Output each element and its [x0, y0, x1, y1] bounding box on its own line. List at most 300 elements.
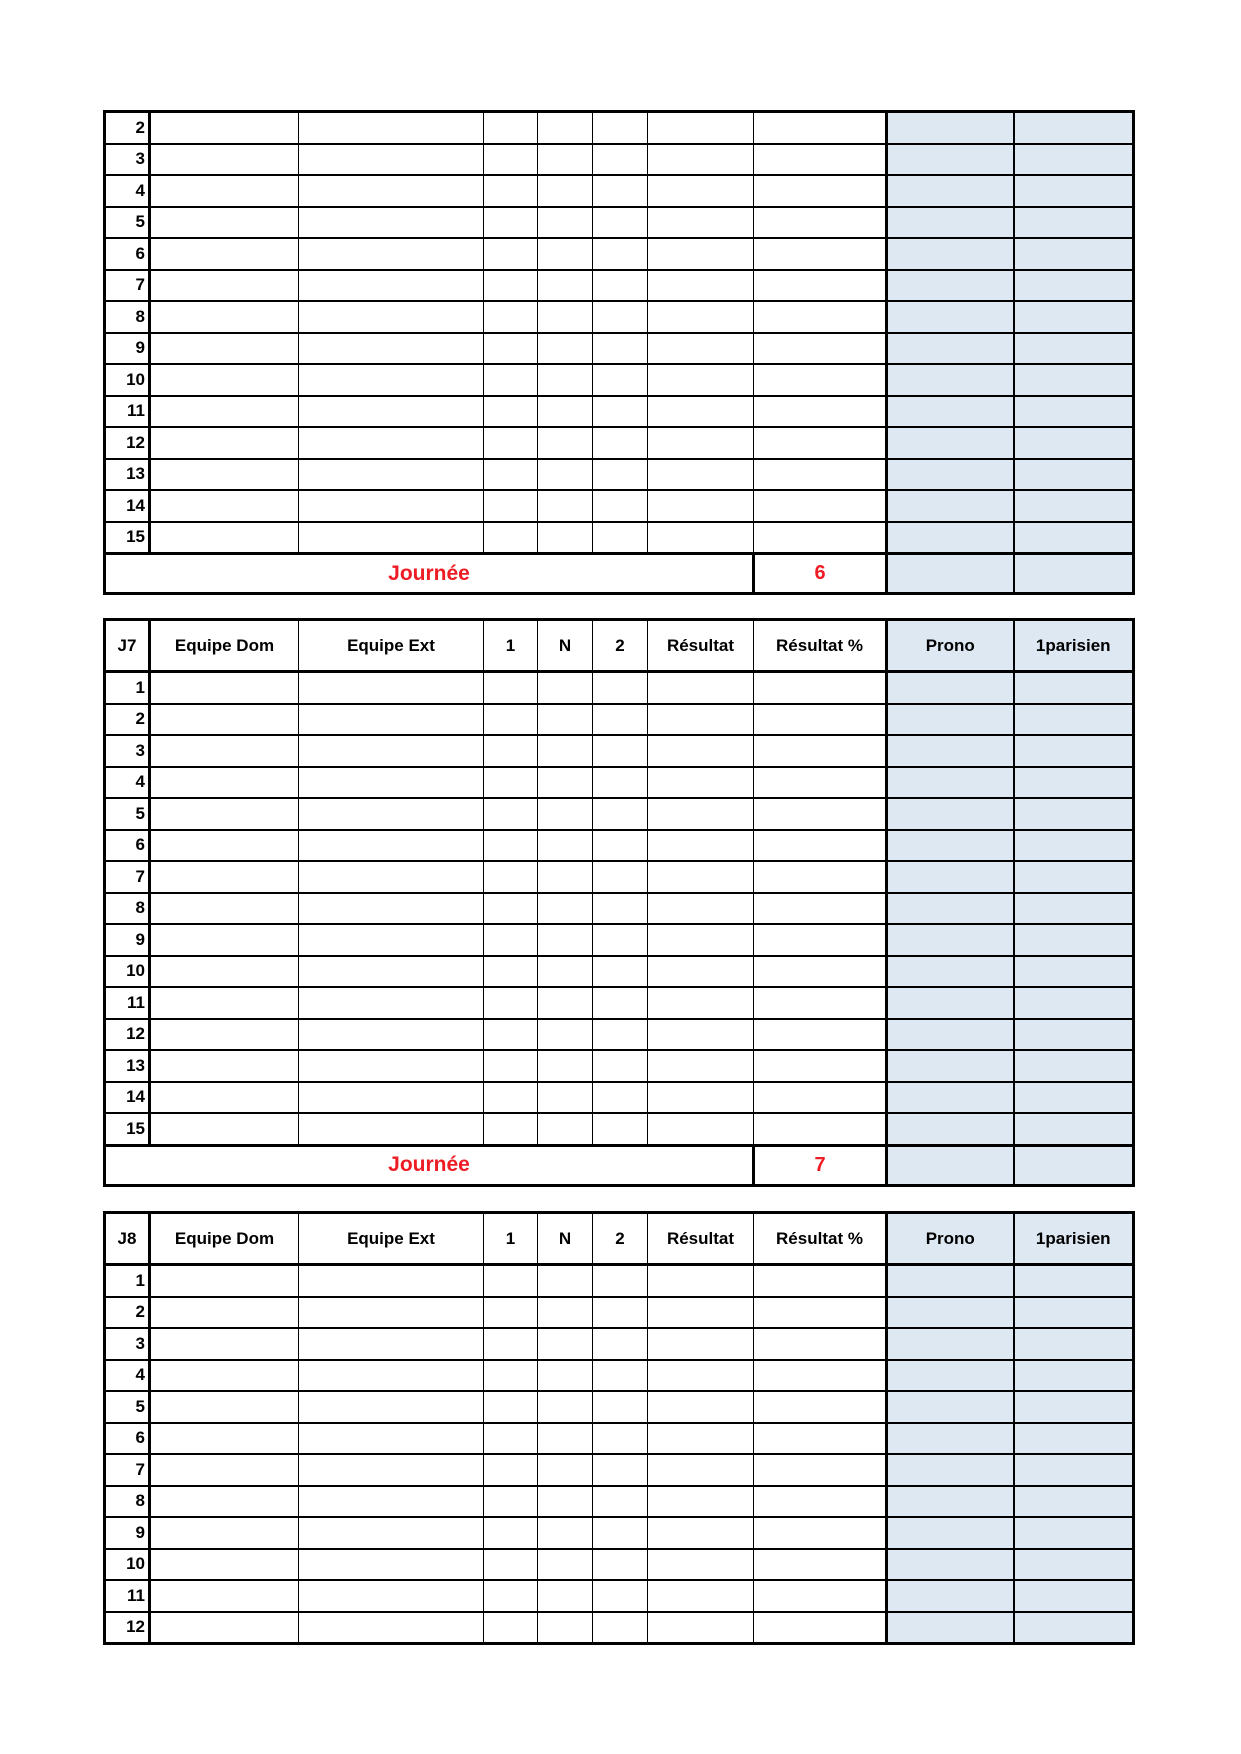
cell-resultat — [648, 364, 754, 396]
cell-col-n — [538, 1454, 593, 1486]
cell-prono — [887, 1050, 1014, 1082]
cell-equipe-ext — [299, 333, 484, 365]
table-row — [105, 396, 1134, 428]
row-number-cell: 2 — [105, 1297, 150, 1329]
row-number-cell: 6 — [105, 1423, 150, 1455]
cell-equipe-ext — [299, 924, 484, 956]
cell-prono — [887, 459, 1014, 491]
cell-equipe-ext — [299, 767, 484, 799]
cell-resultat-pct — [754, 333, 887, 365]
cell-col-2 — [593, 767, 648, 799]
cell-col-n — [538, 1612, 593, 1644]
row-number-cell: 14 — [105, 1082, 150, 1114]
cell-prono — [887, 987, 1014, 1019]
cell-col-1 — [484, 1328, 538, 1360]
cell-col-1 — [484, 1391, 538, 1423]
cell-col-1 — [484, 301, 538, 333]
cell-prono — [887, 1549, 1014, 1581]
cell-equipe-dom — [150, 1486, 299, 1518]
cell-resultat-pct — [754, 112, 887, 144]
cell-resultat — [648, 1082, 754, 1114]
header-cell-equipe-ext: Equipe Ext — [299, 1213, 484, 1265]
cell-col-2 — [593, 798, 648, 830]
cell-resultat — [648, 1549, 754, 1581]
cell-prono — [887, 735, 1014, 767]
cell-1parisien — [1014, 1265, 1134, 1297]
cell-col-2 — [593, 830, 648, 862]
cell-resultat-pct — [754, 767, 887, 799]
cell-col-2 — [593, 396, 648, 428]
header-cell-equipe-dom: Equipe Dom — [150, 620, 299, 672]
cell-col-n — [538, 207, 593, 239]
table-row — [105, 522, 1134, 554]
row-number-cell: 2 — [105, 704, 150, 736]
cell-col-2 — [593, 1050, 648, 1082]
cell-resultat-pct — [754, 459, 887, 491]
cell-equipe-ext — [299, 1423, 484, 1455]
cell-prono — [887, 1297, 1014, 1329]
cell-col-2 — [593, 1486, 648, 1518]
cell-col-1 — [484, 1612, 538, 1644]
table-row — [105, 956, 1134, 988]
cell-col-n — [538, 798, 593, 830]
row-number-cell: 15 — [105, 1113, 150, 1145]
cell-col-2 — [593, 1580, 648, 1612]
cell-resultat-pct — [754, 1113, 887, 1145]
cell-resultat — [648, 301, 754, 333]
cell-col-1 — [484, 1019, 538, 1051]
cell-prono — [887, 301, 1014, 333]
journee-label-cell: Journée — [105, 1145, 754, 1185]
cell-equipe-ext — [299, 1019, 484, 1051]
header-cell-resultat-pct: Résultat % — [754, 620, 887, 672]
cell-equipe-dom — [150, 238, 299, 270]
cell-col-1 — [484, 1454, 538, 1486]
cell-equipe-ext — [299, 238, 484, 270]
cell-equipe-ext — [299, 1328, 484, 1360]
cell-col-n — [538, 1265, 593, 1297]
cell-col-2 — [593, 175, 648, 207]
cell-col-1 — [484, 490, 538, 522]
table-row — [105, 301, 1134, 333]
header-cell-col-n: N — [538, 620, 593, 672]
table-row — [105, 672, 1134, 704]
table-row — [105, 924, 1134, 956]
cell-col-n — [538, 924, 593, 956]
journee-number-cell: 6 — [754, 554, 887, 594]
cell-equipe-ext — [299, 1580, 484, 1612]
row-number-cell: 9 — [105, 1517, 150, 1549]
cell-equipe-dom — [150, 522, 299, 554]
cell-col-n — [538, 364, 593, 396]
cell-resultat-pct — [754, 1328, 887, 1360]
cell-1parisien — [1014, 1019, 1134, 1051]
cell-prono — [887, 1580, 1014, 1612]
cell-prono — [887, 1517, 1014, 1549]
cell-resultat-pct — [754, 1549, 887, 1581]
cell-prono — [887, 1019, 1014, 1051]
cell-resultat-pct — [754, 301, 887, 333]
cell-prono — [887, 1113, 1014, 1145]
cell-prono — [887, 207, 1014, 239]
cell-col-2 — [593, 924, 648, 956]
cell-prono — [887, 924, 1014, 956]
cell-resultat-pct — [754, 1265, 887, 1297]
cell-equipe-dom — [150, 1297, 299, 1329]
table-row — [105, 1454, 1134, 1486]
cell-col-2 — [593, 333, 648, 365]
cell-equipe-dom — [150, 1423, 299, 1455]
cell-resultat — [648, 672, 754, 704]
cell-col-n — [538, 427, 593, 459]
table-row — [105, 704, 1134, 736]
cell-equipe-ext — [299, 861, 484, 893]
cell-col-n — [538, 396, 593, 428]
table-row — [105, 830, 1134, 862]
cell-col-1 — [484, 1549, 538, 1581]
cell-equipe-ext — [299, 1360, 484, 1392]
cell-1parisien — [1014, 767, 1134, 799]
cell-prono — [887, 238, 1014, 270]
row-number-cell: 6 — [105, 238, 150, 270]
cell-resultat — [648, 1486, 754, 1518]
cell-prono — [887, 1082, 1014, 1114]
cell-equipe-dom — [150, 1328, 299, 1360]
cell-equipe-dom — [150, 333, 299, 365]
cell-1parisien — [1014, 175, 1134, 207]
cell-col-2 — [593, 1328, 648, 1360]
header-cell-col-2: 2 — [593, 1213, 648, 1265]
cell-resultat-pct — [754, 144, 887, 176]
cell-equipe-ext — [299, 1050, 484, 1082]
header-cell-day: J7 — [105, 620, 150, 672]
table-journee-7 — [103, 618, 1135, 1187]
cell-prono — [887, 175, 1014, 207]
cell-equipe-dom — [150, 112, 299, 144]
cell-col-1 — [484, 924, 538, 956]
cell-resultat — [648, 1612, 754, 1644]
cell-1parisien — [1014, 861, 1134, 893]
cell-resultat-pct — [754, 364, 887, 396]
cell-1parisien — [1014, 554, 1134, 594]
cell-col-n — [538, 1328, 593, 1360]
cell-resultat-pct — [754, 175, 887, 207]
cell-prono — [887, 1612, 1014, 1644]
cell-col-n — [538, 175, 593, 207]
cell-col-2 — [593, 704, 648, 736]
cell-1parisien — [1014, 956, 1134, 988]
cell-resultat — [648, 830, 754, 862]
cell-equipe-dom — [150, 672, 299, 704]
cell-1parisien — [1014, 1145, 1134, 1185]
cell-equipe-dom — [150, 364, 299, 396]
table-row — [105, 364, 1134, 396]
cell-resultat-pct — [754, 1360, 887, 1392]
cell-col-1 — [484, 112, 538, 144]
cell-resultat-pct — [754, 1050, 887, 1082]
cell-resultat — [648, 767, 754, 799]
cell-col-1 — [484, 1580, 538, 1612]
cell-col-2 — [593, 144, 648, 176]
journee-row — [105, 1145, 1134, 1185]
row-number-cell: 12 — [105, 1612, 150, 1644]
cell-prono — [887, 672, 1014, 704]
header-row — [105, 620, 1134, 672]
cell-equipe-ext — [299, 1082, 484, 1114]
cell-resultat-pct — [754, 238, 887, 270]
cell-equipe-ext — [299, 522, 484, 554]
row-number-cell: 5 — [105, 798, 150, 830]
header-cell-resultat: Résultat — [648, 620, 754, 672]
cell-equipe-ext — [299, 270, 484, 302]
journee-row — [105, 554, 1134, 594]
cell-equipe-ext — [299, 1265, 484, 1297]
cell-resultat — [648, 1360, 754, 1392]
header-cell-day: J8 — [105, 1213, 150, 1265]
row-number-cell: 5 — [105, 207, 150, 239]
cell-equipe-dom — [150, 924, 299, 956]
cell-col-1 — [484, 427, 538, 459]
cell-equipe-ext — [299, 956, 484, 988]
cell-resultat — [648, 735, 754, 767]
cell-equipe-dom — [150, 798, 299, 830]
cell-col-2 — [593, 1297, 648, 1329]
cell-col-n — [538, 1019, 593, 1051]
cell-col-1 — [484, 364, 538, 396]
cell-equipe-ext — [299, 490, 484, 522]
cell-col-1 — [484, 1265, 538, 1297]
cell-1parisien — [1014, 830, 1134, 862]
cell-resultat — [648, 1113, 754, 1145]
header-cell-1parisien: 1parisien — [1014, 620, 1134, 672]
cell-equipe-dom — [150, 270, 299, 302]
cell-col-1 — [484, 1517, 538, 1549]
cell-1parisien — [1014, 207, 1134, 239]
table-row — [105, 112, 1134, 144]
table-journee-6-partial — [103, 110, 1135, 595]
row-number-cell: 1 — [105, 1265, 150, 1297]
cell-resultat-pct — [754, 1019, 887, 1051]
cell-col-n — [538, 238, 593, 270]
cell-col-2 — [593, 1082, 648, 1114]
cell-1parisien — [1014, 112, 1134, 144]
cell-col-1 — [484, 1082, 538, 1114]
cell-equipe-ext — [299, 427, 484, 459]
table-row — [105, 1019, 1134, 1051]
cell-1parisien — [1014, 1328, 1134, 1360]
cell-1parisien — [1014, 459, 1134, 491]
cell-resultat — [648, 112, 754, 144]
cell-equipe-dom — [150, 1612, 299, 1644]
cell-resultat-pct — [754, 1517, 887, 1549]
cell-col-2 — [593, 301, 648, 333]
cell-prono — [887, 1486, 1014, 1518]
cell-col-1 — [484, 1423, 538, 1455]
cell-resultat-pct — [754, 1580, 887, 1612]
cell-col-2 — [593, 1517, 648, 1549]
header-cell-col-1: 1 — [484, 1213, 538, 1265]
cell-resultat — [648, 1297, 754, 1329]
cell-col-n — [538, 1113, 593, 1145]
cell-col-2 — [593, 1549, 648, 1581]
cell-prono — [887, 1391, 1014, 1423]
cell-col-1 — [484, 396, 538, 428]
cell-col-2 — [593, 956, 648, 988]
cell-col-n — [538, 1580, 593, 1612]
cell-prono — [887, 522, 1014, 554]
cell-equipe-ext — [299, 112, 484, 144]
cell-1parisien — [1014, 1580, 1134, 1612]
cell-col-1 — [484, 1050, 538, 1082]
cell-prono — [887, 1328, 1014, 1360]
cell-col-1 — [484, 333, 538, 365]
cell-col-1 — [484, 144, 538, 176]
row-number-cell: 7 — [105, 861, 150, 893]
cell-1parisien — [1014, 1050, 1134, 1082]
cell-col-n — [538, 830, 593, 862]
cell-1parisien — [1014, 1082, 1134, 1114]
cell-prono — [887, 112, 1014, 144]
cell-equipe-ext — [299, 1486, 484, 1518]
table-row — [105, 333, 1134, 365]
cell-resultat — [648, 270, 754, 302]
cell-prono — [887, 396, 1014, 428]
cell-prono — [887, 270, 1014, 302]
cell-equipe-ext — [299, 672, 484, 704]
cell-col-n — [538, 1297, 593, 1329]
table-row — [105, 1113, 1134, 1145]
row-number-cell: 8 — [105, 1486, 150, 1518]
cell-equipe-dom — [150, 459, 299, 491]
cell-1parisien — [1014, 1549, 1134, 1581]
table-row — [105, 238, 1134, 270]
row-number-cell: 9 — [105, 333, 150, 365]
cell-col-n — [538, 1486, 593, 1518]
cell-resultat-pct — [754, 427, 887, 459]
cell-equipe-ext — [299, 301, 484, 333]
header-cell-col-1: 1 — [484, 620, 538, 672]
cell-1parisien — [1014, 1517, 1134, 1549]
table-row — [105, 987, 1134, 1019]
cell-equipe-ext — [299, 1517, 484, 1549]
table-row — [105, 1265, 1134, 1297]
cell-resultat-pct — [754, 798, 887, 830]
cell-resultat — [648, 490, 754, 522]
cell-1parisien — [1014, 522, 1134, 554]
cell-col-n — [538, 112, 593, 144]
cell-prono — [887, 830, 1014, 862]
header-cell-resultat-pct: Résultat % — [754, 1213, 887, 1265]
cell-resultat — [648, 175, 754, 207]
cell-prono — [887, 1265, 1014, 1297]
table-row — [105, 427, 1134, 459]
cell-col-n — [538, 987, 593, 1019]
cell-resultat — [648, 1580, 754, 1612]
cell-resultat-pct — [754, 893, 887, 925]
cell-col-1 — [484, 672, 538, 704]
cell-col-2 — [593, 1612, 648, 1644]
table-row — [105, 1580, 1134, 1612]
row-number-cell: 2 — [105, 112, 150, 144]
cell-1parisien — [1014, 1113, 1134, 1145]
table-row — [105, 1050, 1134, 1082]
cell-1parisien — [1014, 270, 1134, 302]
cell-equipe-dom — [150, 1113, 299, 1145]
cell-col-n — [538, 333, 593, 365]
cell-equipe-ext — [299, 830, 484, 862]
cell-equipe-dom — [150, 1019, 299, 1051]
cell-col-n — [538, 270, 593, 302]
row-number-cell: 11 — [105, 1580, 150, 1612]
row-number-cell: 11 — [105, 396, 150, 428]
row-number-cell: 10 — [105, 364, 150, 396]
cell-equipe-ext — [299, 175, 484, 207]
cell-equipe-ext — [299, 1454, 484, 1486]
cell-resultat — [648, 207, 754, 239]
cell-resultat — [648, 893, 754, 925]
row-number-cell: 8 — [105, 893, 150, 925]
cell-resultat — [648, 396, 754, 428]
cell-col-2 — [593, 238, 648, 270]
cell-1parisien — [1014, 144, 1134, 176]
cell-col-n — [538, 735, 593, 767]
row-number-cell: 13 — [105, 1050, 150, 1082]
cell-equipe-ext — [299, 207, 484, 239]
cell-col-n — [538, 1549, 593, 1581]
cell-1parisien — [1014, 1391, 1134, 1423]
cell-1parisien — [1014, 735, 1134, 767]
cell-equipe-ext — [299, 1612, 484, 1644]
row-number-cell: 7 — [105, 270, 150, 302]
row-number-cell: 3 — [105, 144, 150, 176]
cell-col-2 — [593, 1113, 648, 1145]
table-row — [105, 1517, 1134, 1549]
cell-prono — [887, 798, 1014, 830]
journee-label-cell: Journée — [105, 554, 754, 594]
cell-equipe-dom — [150, 987, 299, 1019]
cell-col-1 — [484, 1113, 538, 1145]
cell-resultat-pct — [754, 861, 887, 893]
cell-col-n — [538, 1360, 593, 1392]
row-number-cell: 10 — [105, 1549, 150, 1581]
cell-equipe-ext — [299, 798, 484, 830]
cell-col-n — [538, 893, 593, 925]
row-number-cell: 10 — [105, 956, 150, 988]
cell-resultat-pct — [754, 735, 887, 767]
cell-col-1 — [484, 175, 538, 207]
cell-col-1 — [484, 1297, 538, 1329]
table-row — [105, 1360, 1134, 1392]
table-row — [105, 1423, 1134, 1455]
cell-1parisien — [1014, 1486, 1134, 1518]
cell-prono — [887, 1423, 1014, 1455]
table-row — [105, 1612, 1134, 1644]
cell-1parisien — [1014, 1423, 1134, 1455]
cell-resultat — [648, 798, 754, 830]
cell-equipe-dom — [150, 1082, 299, 1114]
table-row — [105, 767, 1134, 799]
cell-equipe-ext — [299, 1113, 484, 1145]
cell-prono — [887, 490, 1014, 522]
cell-equipe-ext — [299, 704, 484, 736]
table-row — [105, 798, 1134, 830]
cell-resultat — [648, 238, 754, 270]
cell-equipe-ext — [299, 735, 484, 767]
header-cell-prono: Prono — [887, 1213, 1014, 1265]
cell-col-n — [538, 301, 593, 333]
cell-1parisien — [1014, 1612, 1134, 1644]
cell-col-2 — [593, 1019, 648, 1051]
